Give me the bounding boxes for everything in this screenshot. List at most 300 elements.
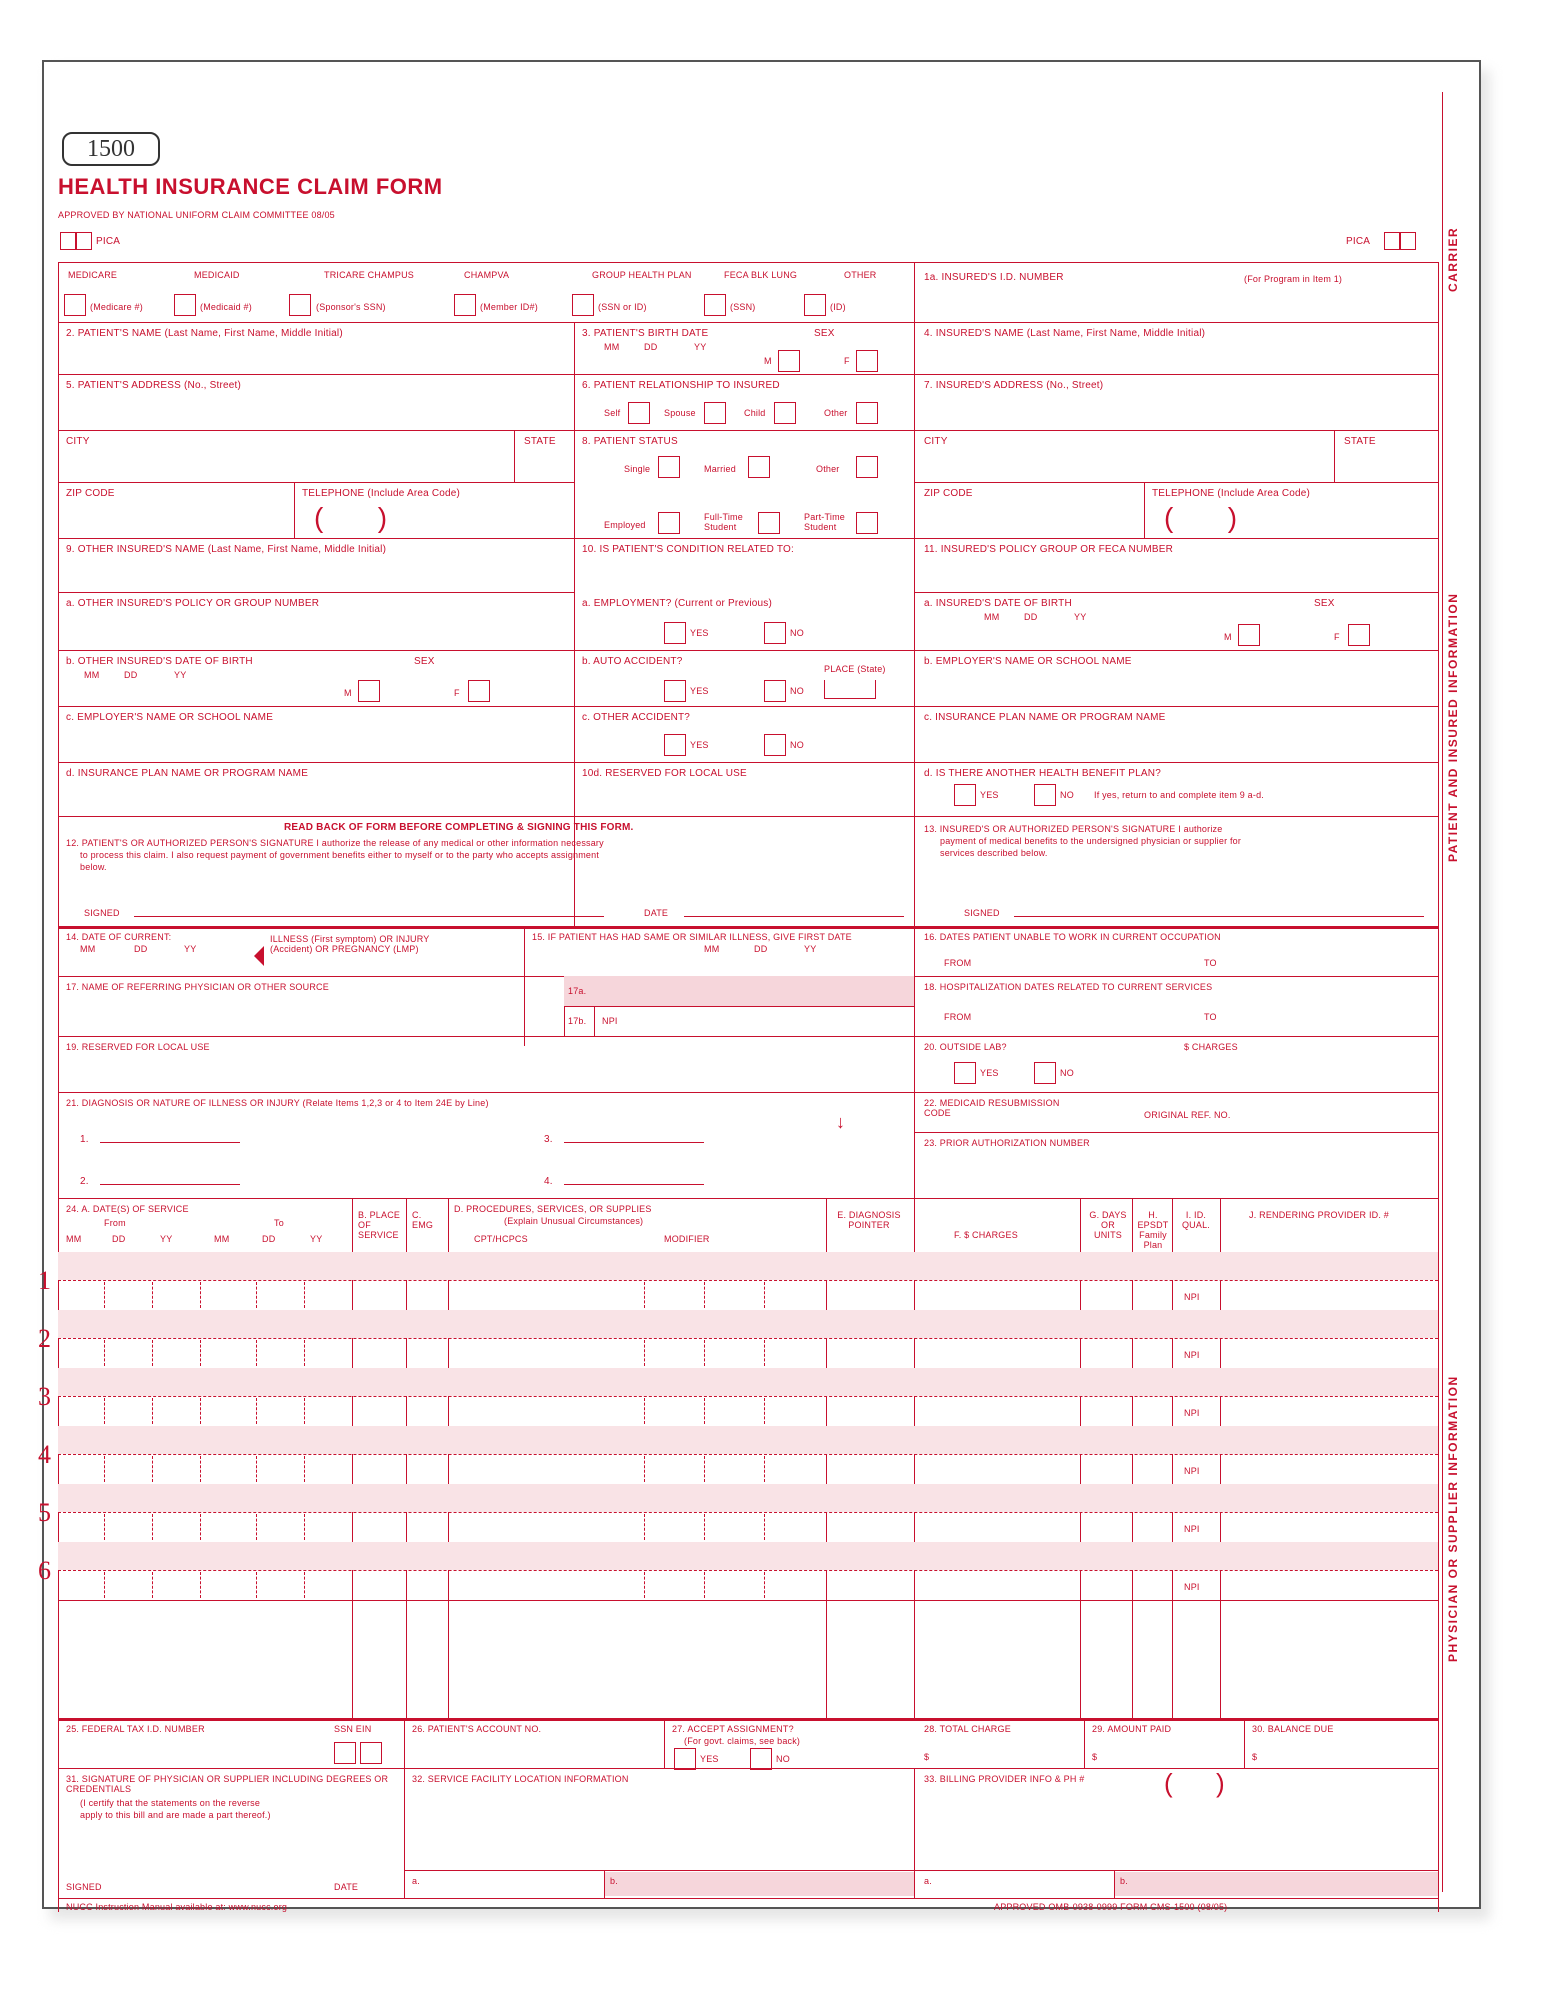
reserved-local-label: 10d. RESERVED FOR LOCAL USE — [582, 768, 747, 779]
line-row-3 — [58, 374, 1438, 375]
status-employed-box[interactable] — [658, 512, 680, 534]
insured-name-label: 4. INSURED'S NAME (Last Name, First Name, Middle Initial) — [924, 328, 1206, 339]
item1-type-5: FECA BLK LUNG — [724, 270, 798, 280]
accept-assignment-label: 27. ACCEPT ASSIGNMENT? — [672, 1724, 794, 1734]
service-line-npi: NPI — [1184, 1292, 1200, 1302]
patient-state-label: STATE — [524, 436, 556, 447]
diag-2: 2. — [80, 1176, 89, 1187]
insured-phone-label: TELEPHONE (Include Area Code) — [1152, 488, 1311, 499]
billing-b-band — [1114, 1872, 1438, 1896]
other-sex-m-box[interactable] — [358, 680, 380, 702]
insured-id-input[interactable] — [924, 287, 1424, 317]
pica-right: PICA — [1346, 236, 1371, 247]
outside-lab-label: 20. OUTSIDE LAB? — [924, 1042, 1007, 1052]
svc-yy-1: YY — [160, 1234, 173, 1244]
col-29-30 — [1244, 1718, 1245, 1768]
other-accident-no: NO — [790, 740, 804, 750]
insured-signed-label: SIGNED — [964, 908, 1000, 918]
insured-phone-parens[interactable]: ( ) — [1164, 502, 1238, 533]
svc-dd-1: DD — [112, 1234, 126, 1244]
date-separator — [152, 1340, 153, 1366]
current-dd: DD — [134, 944, 148, 954]
date-separator — [256, 1340, 257, 1366]
accept-assignment-note: (For govt. claims, see back) — [684, 1736, 801, 1746]
svc-emg-label: C. EMG — [412, 1210, 434, 1230]
date-separator — [104, 1282, 105, 1308]
status-ft-student-box[interactable] — [758, 512, 780, 534]
line-row-32-bottom — [404, 1870, 1438, 1871]
rel-self: Self — [604, 408, 621, 418]
item1-sub-5: (SSN) — [730, 302, 756, 312]
billing-provider-label: 33. BILLING PROVIDER INFO & PH # — [924, 1774, 1085, 1784]
date-separator — [304, 1340, 305, 1366]
patient-name-input[interactable] — [66, 342, 566, 370]
modifier-separator — [704, 1340, 705, 1366]
employment-yes-box[interactable] — [664, 622, 686, 644]
employment-label: a. EMPLOYMENT? (Current or Previous) — [582, 598, 773, 609]
item1-sub-1: (Medicaid #) — [200, 302, 252, 312]
assign-yes-box[interactable] — [674, 1748, 696, 1770]
insured-city-label: CITY — [924, 436, 948, 447]
service-line-shaded[interactable] — [58, 1252, 1220, 1280]
line-row-19 — [58, 1092, 1438, 1093]
balance-due-label: 30. BALANCE DUE — [1252, 1724, 1334, 1734]
date-separator — [152, 1398, 153, 1424]
another-plan-note: If yes, return to and complete item 9 a-d. — [1094, 790, 1264, 800]
line-row-24-end — [58, 1718, 1438, 1721]
rel-self-box[interactable] — [628, 402, 650, 424]
auto-no-box[interactable] — [764, 680, 786, 702]
employment-no: NO — [790, 628, 804, 638]
date-separator — [152, 1514, 153, 1540]
service-line-number: 3 — [38, 1382, 51, 1411]
amount-paid-label: 29. AMOUNT PAID — [1092, 1724, 1172, 1734]
assign-no-box[interactable] — [750, 1748, 772, 1770]
medicare-box[interactable] — [64, 294, 86, 316]
insured-sex-m-box[interactable] — [1238, 624, 1260, 646]
ref-17b: 17b. — [568, 1016, 587, 1026]
diag-1-input[interactable] — [100, 1142, 240, 1143]
col-32-33 — [914, 1768, 915, 1898]
modifier-separator — [764, 1572, 765, 1598]
rel-spouse: Spouse — [664, 408, 696, 418]
reserved-19-label: 19. RESERVED FOR LOCAL USE — [66, 1042, 210, 1052]
ssn-ein-label: SSN EIN — [334, 1724, 372, 1734]
medicaid-box[interactable] — [174, 294, 196, 316]
line-row-8 — [58, 650, 1438, 651]
svc-dd-2: DD — [262, 1234, 276, 1244]
facility-a: a. — [412, 1876, 420, 1886]
outside-lab-yes-box[interactable] — [954, 1062, 976, 1084]
line-row-25 — [58, 1768, 1438, 1769]
service-line-number: 2 — [38, 1324, 51, 1353]
status-employed: Employed — [604, 520, 646, 530]
insured-address-label: 7. INSURED'S ADDRESS (No., Street) — [924, 380, 1104, 391]
pica-right-box-2[interactable] — [1400, 232, 1416, 250]
service-line-number: 4 — [38, 1440, 51, 1469]
patient-address-label: 5. PATIENT'S ADDRESS (No., Street) — [66, 380, 242, 391]
service-line-rendering-shaded[interactable] — [1220, 1252, 1438, 1280]
status-ft-student: Full-Time Student — [704, 512, 743, 532]
rel-child-box[interactable] — [774, 402, 796, 424]
ref-npi: NPI — [602, 1016, 618, 1026]
insured-policy-label: 11. INSURED'S POLICY GROUP OR FECA NUMBER — [924, 544, 1174, 555]
unable-work-label: 16. DATES PATIENT UNABLE TO WORK IN CURRENT OCCUPATION — [924, 932, 1221, 942]
item1-sub-6: (ID) — [830, 302, 846, 312]
service-line-mid — [58, 1338, 1438, 1339]
physician-signed-label: SIGNED — [66, 1882, 102, 1892]
modifier-separator — [764, 1456, 765, 1482]
other-accident-label: c. OTHER ACCIDENT? — [582, 712, 691, 723]
item1-type-0: MEDICARE — [68, 270, 118, 280]
zip-phone-divider-left — [294, 482, 295, 538]
status-married: Married — [704, 464, 736, 474]
svc-place-label: B. PLACE OF SERVICE — [358, 1210, 401, 1240]
item1-sub-0: (Medicare #) — [90, 302, 143, 312]
date-separator — [256, 1282, 257, 1308]
patient-status-label: 8. PATIENT STATUS — [582, 436, 678, 447]
birth-mm: MM — [604, 342, 620, 352]
item1-type-3: CHAMPVA — [464, 270, 510, 280]
service-line-rendering-shaded[interactable] — [1220, 1484, 1438, 1512]
ssn-box[interactable] — [334, 1742, 356, 1764]
patient-phone-label: TELEPHONE (Include Area Code) — [302, 488, 461, 499]
assign-no: NO — [776, 1754, 790, 1764]
svc-charges-label: F. $ CHARGES — [954, 1230, 1018, 1240]
physician-signature-text-2: apply to this bill and are made a part thereof.) — [80, 1810, 271, 1820]
line-row-21 — [58, 1198, 1438, 1199]
city-state-divider-right — [1334, 430, 1335, 482]
line-bottom — [58, 1898, 1438, 1899]
col-divider-1 — [914, 262, 915, 927]
line-row-5-left — [58, 482, 574, 483]
rel-spouse-box[interactable] — [704, 402, 726, 424]
insured-address-input[interactable] — [924, 394, 1424, 422]
right-margin-line — [1442, 92, 1443, 1892]
line-section-divider — [58, 926, 1438, 929]
diag-1: 1. — [80, 1134, 89, 1145]
diagnosis-arrow-icon: ↓ — [836, 1112, 845, 1132]
svc-mm-1: MM — [66, 1234, 82, 1244]
insured-dob-yy: YY — [1074, 612, 1087, 622]
date-separator — [304, 1398, 305, 1424]
employment-no-box[interactable] — [764, 622, 786, 644]
line-row-7-left — [58, 592, 574, 593]
date-separator — [256, 1572, 257, 1598]
assign-yes: YES — [700, 1754, 719, 1764]
current-yy: YY — [184, 944, 197, 954]
service-line-mid — [58, 1512, 1438, 1513]
col-14-15 — [524, 926, 525, 1046]
other-policy-label: a. OTHER INSURED'S POLICY OR GROUP NUMBER — [66, 598, 320, 609]
svc-from-label: From — [104, 1218, 126, 1228]
date-separator — [304, 1572, 305, 1598]
line-17a-17b — [564, 1006, 914, 1007]
patient-date-label: DATE — [644, 908, 669, 918]
insured-signature-line[interactable] — [1014, 916, 1424, 917]
form-number-badge: 1500 — [62, 132, 160, 166]
place-state-label: PLACE (State) — [824, 664, 886, 674]
insured-signature-text-2: payment of medical benefits to the undersigned physician or supplier for — [940, 836, 1242, 846]
zip-phone-divider-right — [1144, 482, 1145, 538]
svc-to-label: To — [274, 1218, 284, 1228]
col-divider-left — [574, 322, 575, 927]
insured-zip-label: ZIP CODE — [924, 488, 973, 499]
total-charge-dollar: $ — [924, 1752, 930, 1762]
referring-17a-band — [564, 976, 914, 1006]
status-other-box[interactable] — [856, 456, 878, 478]
patient-signature-text-2: to process this claim. I also request payment of government benefits either to myself or to the party who accepts assignment — [80, 850, 600, 860]
modifier-separator — [764, 1398, 765, 1424]
tax-id-label: 25. FEDERAL TAX I.D. NUMBER — [66, 1724, 205, 1734]
patient-signature-line[interactable] — [134, 916, 604, 917]
patient-insured-label: PATIENT AND INSURED INFORMATION — [1446, 592, 1460, 862]
patient-sex-f-box[interactable] — [856, 350, 878, 372]
insured-dob-label: a. INSURED'S DATE OF BIRTH — [924, 598, 1072, 609]
svc-epsdt-label: H. EPSDT Family Plan — [1137, 1210, 1169, 1250]
service-line-bottom — [58, 1600, 1438, 1601]
ref-17a: 17a. — [568, 986, 587, 996]
service-line-shaded[interactable] — [58, 1310, 1220, 1338]
svc-dates-label: 24. A. DATE(S) OF SERVICE — [66, 1204, 189, 1214]
other-plan-label: d. INSURANCE PLAN NAME OR PROGRAM NAME — [66, 768, 309, 779]
form-title: HEALTH INSURANCE CLAIM FORM — [58, 174, 443, 199]
hosp-from: FROM — [944, 1012, 972, 1022]
other-dob-mm: MM — [84, 670, 100, 680]
patient-sex-m: M — [764, 356, 772, 366]
modifier-separator — [764, 1514, 765, 1540]
insured-sex-label: SEX — [1314, 598, 1335, 609]
service-line-shaded[interactable] — [58, 1484, 1220, 1512]
billing-phone-parens[interactable]: ( ) — [1164, 1768, 1225, 1798]
insured-signature-text-1: 13. INSURED'S OR AUTHORIZED PERSON'S SIGNATURE I authorize — [924, 824, 1223, 834]
item1-sub-4: (SSN or ID) — [598, 302, 647, 312]
patient-address-input[interactable] — [66, 394, 566, 422]
carrier-label: CARRIER — [1446, 226, 1460, 292]
other-accident-no-box[interactable] — [764, 734, 786, 756]
date-separator — [152, 1456, 153, 1482]
date-separator — [104, 1514, 105, 1540]
modifier-separator — [644, 1514, 645, 1540]
service-line-npi: NPI — [1184, 1466, 1200, 1476]
modifier-separator — [644, 1398, 645, 1424]
champva-box[interactable] — [454, 294, 476, 316]
status-single: Single — [624, 464, 651, 474]
svc-rendering-label: J. RENDERING PROVIDER ID. # — [1249, 1210, 1389, 1220]
ref-npi-divider — [594, 1006, 595, 1036]
modifier-separator — [644, 1282, 645, 1308]
service-line-rendering-shaded[interactable] — [1220, 1426, 1438, 1454]
billing-a: a. — [924, 1876, 932, 1886]
insured-sex-f-box[interactable] — [1348, 624, 1370, 646]
facility-b: b. — [610, 1876, 618, 1886]
insured-state-label: STATE — [1344, 436, 1376, 447]
service-line-npi: NPI — [1184, 1408, 1200, 1418]
auto-yes-box[interactable] — [664, 680, 686, 702]
modifier-separator — [704, 1514, 705, 1540]
service-line-npi: NPI — [1184, 1582, 1200, 1592]
svc-cpt-label: CPT/HCPCS — [474, 1234, 528, 1244]
date-separator — [304, 1456, 305, 1482]
physician-signature-label: 31. SIGNATURE OF PHYSICIAN OR SUPPLIER INCLUDING DEGREES OR CREDENTIALS — [66, 1774, 389, 1794]
pica-left-box-2[interactable] — [76, 232, 92, 250]
physician-supplier-label: PHYSICIAN OR SUPPLIER INFORMATION — [1446, 1375, 1460, 1662]
employment-yes: YES — [690, 628, 709, 638]
date-separator — [256, 1398, 257, 1424]
svc-procedures-label: D. PROCEDURES, SERVICES, OR SUPPLIES — [454, 1204, 652, 1214]
insured-dob-dd: DD — [1024, 612, 1038, 622]
line-row-4 — [58, 430, 1438, 431]
group-health-box[interactable] — [572, 294, 594, 316]
diag-2-input[interactable] — [100, 1184, 240, 1185]
pica-left-box-1[interactable] — [60, 232, 76, 250]
similar-dd: DD — [754, 944, 768, 954]
tricare-box[interactable] — [289, 294, 311, 316]
svc-diag-pointer-label: E. DIAGNOSIS POINTER — [837, 1210, 901, 1230]
relationship-label: 6. PATIENT RELATIONSHIP TO INSURED — [582, 380, 780, 391]
patient-signed-label: SIGNED — [84, 908, 120, 918]
patient-date-line[interactable] — [684, 916, 904, 917]
insured-id-note: (For Program in Item 1) — [1244, 274, 1343, 284]
current-mm: MM — [80, 944, 96, 954]
similar-mm: MM — [704, 944, 720, 954]
hosp-to: TO — [1204, 1012, 1217, 1022]
item1-type-6: OTHER — [844, 270, 877, 280]
insured-name-input[interactable] — [924, 342, 1424, 370]
service-line-rendering-shaded[interactable] — [1220, 1368, 1438, 1396]
other-insured-name-label: 9. OTHER INSURED'S NAME (Last Name, First Name, Middle Initial) — [66, 544, 387, 555]
modifier-separator — [704, 1456, 705, 1482]
service-line-npi: NPI — [1184, 1524, 1200, 1534]
line-top — [58, 262, 1438, 263]
pica-right-box-1[interactable] — [1384, 232, 1400, 250]
line-22-23 — [914, 1132, 1438, 1133]
patient-signature-text-3: below. — [80, 862, 107, 872]
col-divider-2 — [914, 926, 915, 1198]
line-row-10 — [58, 762, 1438, 763]
col-25-26 — [404, 1718, 405, 1898]
other-dob-dd: DD — [124, 670, 138, 680]
claim-form-sheet — [38, 60, 1481, 1912]
patient-sex-label: SEX — [814, 328, 835, 339]
patient-sex-m-box[interactable] — [778, 350, 800, 372]
feca-box[interactable] — [704, 294, 726, 316]
status-pt-student: Part-Time Student — [804, 512, 845, 532]
amount-paid-dollar: $ — [1092, 1752, 1098, 1762]
diag-3: 3. — [544, 1134, 553, 1145]
line-right — [1438, 262, 1439, 1912]
service-line-shaded[interactable] — [58, 1426, 1220, 1454]
patient-phone-parens[interactable]: ( ) — [314, 502, 388, 533]
similar-illness-label: 15. IF PATIENT HAS HAD SAME OR SIMILAR ILLNESS, GIVE FIRST DATE — [532, 932, 852, 942]
service-line-shaded[interactable] — [58, 1542, 1220, 1570]
hospitalization-label: 18. HOSPITALIZATION DATES RELATED TO CURRENT SERVICES — [924, 982, 1213, 992]
other-program-box[interactable] — [804, 294, 826, 316]
line-row-2 — [58, 322, 1438, 323]
date-separator — [152, 1572, 153, 1598]
rel-other: Other — [824, 408, 848, 418]
footer-right: APPROVED OMB-0938-0999 FORM CMS-1500 (08/05) — [994, 1902, 1228, 1912]
svc-yy-2: YY — [310, 1234, 323, 1244]
status-married-box[interactable] — [748, 456, 770, 478]
other-accident-yes-box[interactable] — [664, 734, 686, 756]
service-line-mid — [58, 1396, 1438, 1397]
ein-box[interactable] — [360, 1742, 382, 1764]
rel-child: Child — [744, 408, 766, 418]
date-separator — [200, 1282, 201, 1308]
patient-sex-f: F — [844, 356, 850, 366]
modifier-separator — [644, 1340, 645, 1366]
facility-label: 32. SERVICE FACILITY LOCATION INFORMATION — [412, 1774, 629, 1784]
another-plan-yes: YES — [980, 790, 999, 800]
another-plan-yes-box[interactable] — [954, 784, 976, 806]
date-separator — [104, 1456, 105, 1482]
other-sex-f: F — [454, 688, 460, 698]
service-line-shaded[interactable] — [58, 1368, 1220, 1396]
birth-dd: DD — [644, 342, 658, 352]
svc-qual-label: I. ID. QUAL. — [1181, 1210, 1210, 1230]
service-line-rendering-shaded[interactable] — [1220, 1310, 1438, 1338]
line-row-5-right — [914, 482, 1438, 483]
insured-id-label: 1a. INSURED'S I.D. NUMBER — [924, 272, 1064, 283]
physician-date-label: DATE — [334, 1882, 359, 1892]
status-single-box[interactable] — [658, 456, 680, 478]
modifier-separator — [764, 1282, 765, 1308]
outside-lab-no-box[interactable] — [1034, 1062, 1056, 1084]
footer-left: NUCC Instruction Manual available at: www.nucc.org — [66, 1902, 288, 1912]
item1-type-2: TRICARE CHAMPUS — [324, 270, 415, 280]
other-dob-label: b. OTHER INSURED'S DATE OF BIRTH — [66, 656, 253, 667]
insured-sex-m: M — [1224, 632, 1232, 642]
modifier-separator — [764, 1340, 765, 1366]
resubmission-label: 22. MEDICAID RESUBMISSION CODE — [924, 1098, 1060, 1118]
status-pt-student-box[interactable] — [856, 512, 878, 534]
date-separator — [200, 1456, 201, 1482]
service-line-rendering-shaded[interactable] — [1220, 1542, 1438, 1570]
referring-physician-label: 17. NAME OF REFERRING PHYSICIAN OR OTHER SOURCE — [66, 982, 329, 992]
modifier-separator — [704, 1282, 705, 1308]
other-employer-label: c. EMPLOYER'S NAME OR SCHOOL NAME — [66, 712, 274, 723]
another-plan-no: NO — [1060, 790, 1074, 800]
diag-4-input[interactable] — [564, 1184, 704, 1185]
date-current-note: ILLNESS (First symptom) OR INJURY (Accident) OR PREGNANCY (LMP) — [270, 934, 430, 954]
other-accident-yes: YES — [690, 740, 709, 750]
date-separator — [200, 1572, 201, 1598]
patient-name-label: 2. PATIENT'S NAME (Last Name, First Name, Middle Initial) — [66, 328, 343, 339]
another-plan-no-box[interactable] — [1034, 784, 1056, 806]
another-plan-label: d. IS THERE ANOTHER HEALTH BENEFIT PLAN? — [924, 768, 1161, 779]
svc-procedures-note: (Explain Unusual Circumstances) — [504, 1216, 644, 1226]
insured-dob-mm: MM — [984, 612, 1000, 622]
svc-mm-2: MM — [214, 1234, 230, 1244]
service-line-mid — [58, 1454, 1438, 1455]
date-separator — [304, 1514, 305, 1540]
service-line-number: 5 — [38, 1498, 51, 1527]
auto-yes: YES — [690, 686, 709, 696]
billing-b: b. — [1120, 1876, 1128, 1886]
line-left — [58, 262, 59, 1912]
date-separator — [200, 1514, 201, 1540]
rel-other-box[interactable] — [856, 402, 878, 424]
place-state-input[interactable] — [824, 680, 876, 699]
diag-3-input[interactable] — [564, 1142, 704, 1143]
service-line-number: 6 — [38, 1556, 51, 1585]
insurance-plan-label: c. INSURANCE PLAN NAME OR PROGRAM NAME — [924, 712, 1166, 723]
item1-type-4: GROUP HEALTH PLAN — [592, 270, 692, 280]
read-back-notice: READ BACK OF FORM BEFORE COMPLETING & SIGNING THIS FORM. — [284, 822, 634, 833]
date-separator — [200, 1340, 201, 1366]
other-sex-f-box[interactable] — [468, 680, 490, 702]
